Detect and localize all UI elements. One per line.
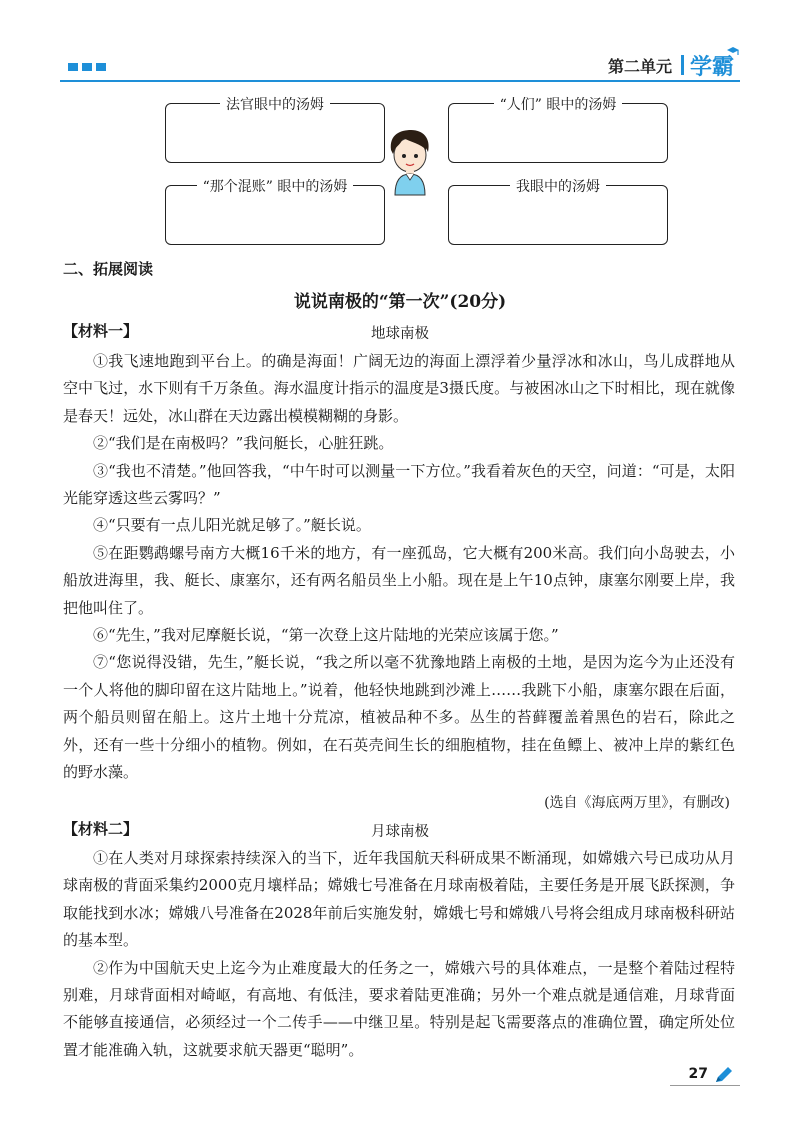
mortarboard-icon [726, 46, 740, 58]
box-label: 法官眼中的汤姆 [220, 97, 330, 113]
box-label: 我眼中的汤姆 [510, 179, 606, 195]
box-judge [165, 97, 385, 163]
box-people [448, 97, 668, 163]
footer-divider [670, 1085, 740, 1086]
paragraph: ⑦“您说得没错，先生，”艇长说，“我之所以毫不犹豫地踏上南极的土地，是因为迄今为止还没有一个人将他的脚印留在这片陆地上。”说着，他轻快地跳到沙滩上……我跳下小船，康塞尔跟在后面，两个船员则留在船上。这片土地十分荒凉，植被品种不多。丛生的苔藓覆盖着黑色的岩石，除此之外，还有一些十分细小的植物。例如，在石英壳间生长的细胞植物，挂在鱼鳔上、被冲上岸的紫红色的野水藻。 [63, 653, 735, 782]
section-title: 二、拓展阅读 [63, 260, 154, 278]
paragraph: ①我飞速地跑到平台上。的确是海面！广阔无边的海面上漂浮着少量浮冰和冰山，鸟儿成群地从空中飞过，水下则有千万条鱼。海水温度计指示的温度是3摄氏度。与被困冰山之下时相比，现在就像是春天！远处，冰山群在天边露出模模糊糊的身影。 [63, 352, 735, 425]
paragraph: ⑤在距鹦鹉螺号南方大概16千米的地方，有一座孤岛，它大概有200米高。我们向小岛驶去，小船放进海里，我、艇长、康塞尔，还有两名船员坐上小船。现在是上午10点钟，康塞尔刚要上岸，我把他叫住了。 [63, 543, 735, 617]
paragraph: ②“我们是在南极吗？”我问艇长，心脏狂跳。 [93, 434, 394, 453]
header-divider [60, 80, 740, 82]
pencil-icon [714, 1066, 734, 1084]
material1-body [63, 348, 735, 787]
paragraph: ⑥“先生，”我对尼摩艇长说，“第一次登上这片陆地的光荣应该属于您。” [93, 626, 559, 645]
material2-title: 月球南极 [371, 824, 429, 840]
brand-logo: 学霸 [689, 55, 734, 80]
material1-label: 【材料一】 [63, 322, 139, 340]
paragraph: ③“我也不清楚。”他回答我，“中午时可以测量一下方位。”我看着灰色的天空，问道：“可是，太阳光能穿透这些云雾吗？” [63, 461, 735, 508]
box-mine [448, 179, 668, 245]
paragraph: ①在人类对月球探索持续深入的当下，近年我国航天科研成果不断涌现，如嫦娥六号已成功从月球南极的背面采集约2000克月壤样品；嫦娥七号准备在月球南极着陆，主要任务是开展飞跃探测，争取能找到水冰；嫦娥八号准备在2028年前后实施发射，嫦娥七号和嫦娥八号将会组成月球南极科研站的基本型。 [63, 849, 735, 950]
article-title: 说说南极的“第一次”(20分) [293, 292, 507, 312]
unit-title: 第二单元 [607, 57, 672, 76]
header-separator [681, 55, 684, 75]
paragraph: ②作为中国航天史上迄今为止难度最大的任务之一，嫦娥六号的具体难点，一是整个着陆过程特别难，月球背面相对崎岖，有高地、有低洼，要求着陆更准确；另外一个难点就是通信难，月球背面不能够直接通信，必须经过一个二传手——中继卫星。特别是起飞需要落点的准确位置，确定所处位置才能准确入轨，这就要求航天器更“聪明”。 [63, 958, 735, 1059]
page-number: 27 [688, 1066, 708, 1082]
box-label: “人们” 眼中的汤姆 [494, 97, 623, 113]
material2-body [63, 845, 735, 1064]
source-citation: (选自《海底两万里》，有删改) [544, 795, 730, 811]
box-label: “那个混账” 眼中的汤姆 [197, 179, 354, 195]
paragraph: ④“只要有一点儿阳光就足够了。”艇长说。 [93, 516, 371, 535]
boy-illustration [385, 128, 435, 196]
material2-label: 【材料二】 [63, 820, 139, 838]
box-scoundrel [165, 179, 385, 245]
material1-title: 地球南极 [371, 326, 429, 342]
header-decoration [68, 63, 106, 71]
